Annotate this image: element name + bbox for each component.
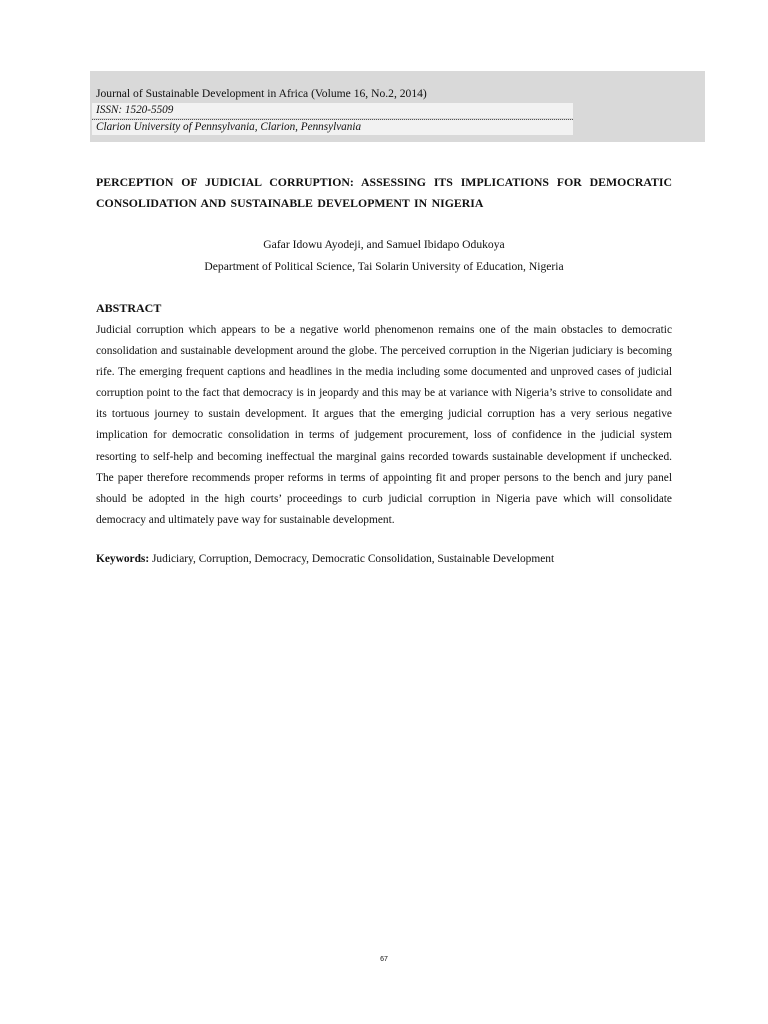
journal-header [90, 71, 705, 142]
page-number: 67 [380, 956, 388, 963]
issn-line: ISSN: 1520-5509 [92, 103, 573, 118]
paper-authors: Gafar Idowu Ayodeji, and Samuel Ibidapo Odukoya [263, 238, 505, 251]
author-affiliation: Department of Political Science, Tai Solarin University of Education, Nigeria [204, 260, 564, 273]
journal-citation: Journal of Sustainable Development in Africa (Volume 16, No.2, 2014) [96, 87, 427, 100]
keywords-line [96, 552, 672, 567]
abstract-heading: ABSTRACT [96, 301, 162, 315]
paper-title: PERCEPTION OF JUDICIAL CORRUPTION: ASSESSING ITS IMPLICATIONS FOR DEMOCRATIC CONSOLIDATION AND SUSTAINABLE DEVELOPMENT IN NIGERIA [96, 175, 672, 210]
keywords-label: Keywords: [96, 553, 150, 565]
publisher-line: Clarion University of Pennsylvania, Clarion, Pennsylvania [92, 120, 573, 135]
keywords-list: Judiciary, Corruption, Democracy, Democratic Consolidation, Sustainable Development [149, 553, 555, 565]
abstract-body: Judicial corruption which appears to be a negative world phenomenon remains one of the main obstacles to democratic consolidation and sustainable development around the globe. The perceived corruption in the Nigerian judiciary is becoming rife. The emerging frequent captions and headlines in the media including some documented and unproved cases of judicial corruption point to the fact that democracy is in jeopardy and this may be at variance with Nigeria’s strive to consolidate and its tortuous journey to sustain development. It argues that the emerging judicial corruption has a very serious negative implication for democratic consolidation in terms of judgement procurement, loss of confidence in the judicial system resorting to self-help and becoming ineffectual the marginal gains recorded towards sustainable development if unchecked. The paper therefore recommends proper reforms in terms of appointing fit and proper persons to the bench and jury panel should be adopted in the high courts’ proceedings to curb judicial corruption in Nigeria pave which will consolidate democracy and ultimately pave way for sustainable development. [96, 324, 672, 526]
